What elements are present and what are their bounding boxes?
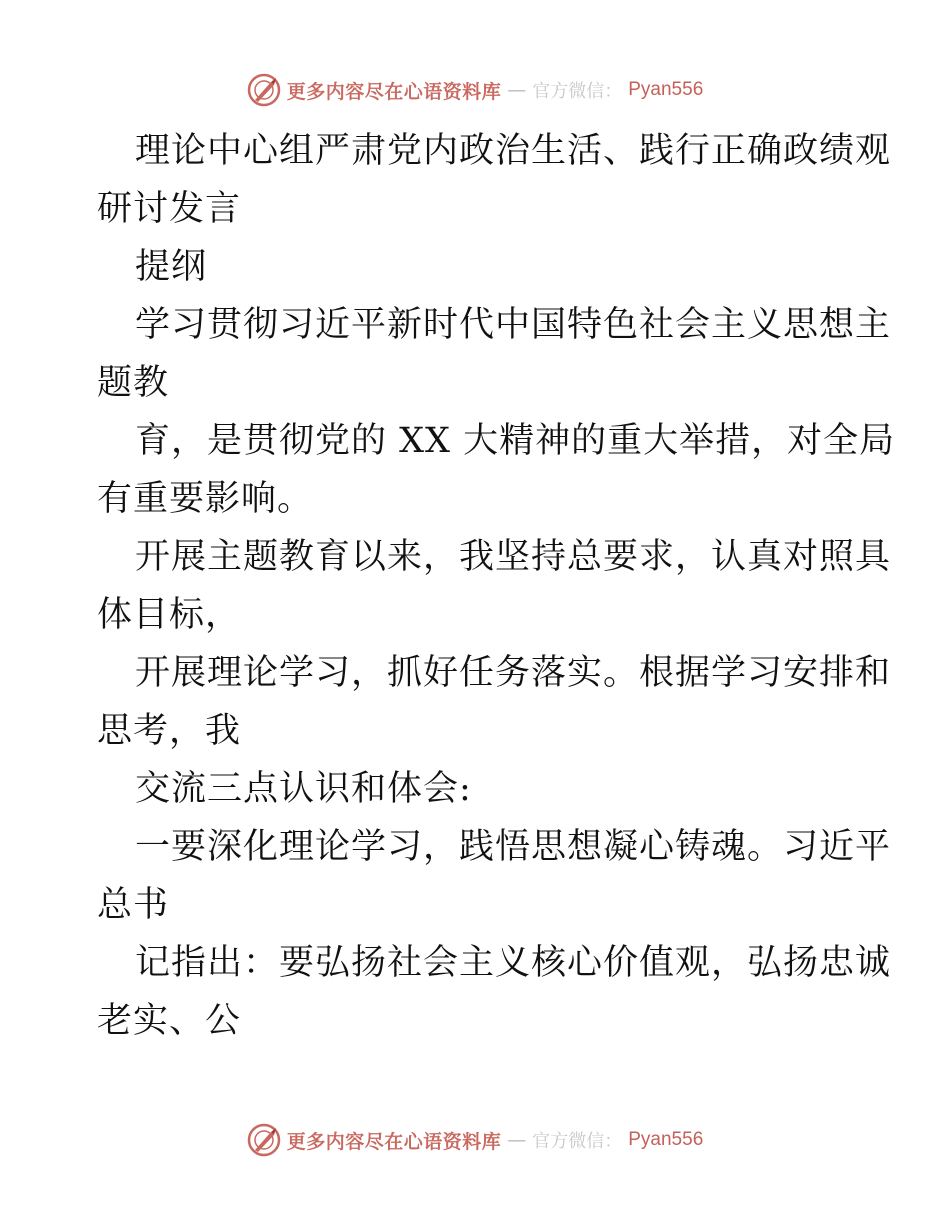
paragraph-line: 育，是贯彻党的 XX 大精神的重大举措，对全局	[135, 421, 896, 461]
paragraph-line: 思考，我	[97, 711, 242, 751]
watermark-dash: —	[507, 1129, 527, 1151]
paragraph-line: 开展理论学习，抓好任务落实。根据学习安排和	[135, 653, 892, 693]
paragraph-line: 提纲	[135, 247, 208, 287]
paragraph-line: 开展主题教育以来，我坚持总要求，认真对照具	[135, 537, 892, 577]
paragraph-line: 题教	[97, 363, 170, 403]
paragraph-line: 有重要影响。	[97, 479, 314, 519]
paragraph-line: 学习贯彻习近平新时代中国特色社会主义思想主	[135, 305, 892, 345]
watermark-brand: 更多内容尽在心语资料库	[286, 80, 502, 103]
paragraph-line: 理论中心组严肃党内政治生活、践行正确政绩观	[135, 131, 892, 171]
watermark-handle: Pyan556	[628, 79, 704, 100]
document-body	[97, 122, 896, 1050]
watermark-handle: Pyan556	[628, 1129, 704, 1150]
watermark-label: 官方微信：	[532, 1131, 623, 1152]
paragraph-line: 记指出：要弘扬社会主义核心价值观，弘扬忠诚	[135, 943, 892, 983]
watermark-dash: —	[507, 79, 527, 101]
footer-watermark	[0, 1120, 950, 1160]
paragraph-line: 老实、公	[97, 1001, 242, 1041]
paragraph-line: 一要深化理论学习，践悟思想凝心铸魂。习近平	[135, 827, 892, 867]
watermark-brand: 更多内容尽在心语资料库	[286, 1130, 502, 1153]
quill-logo-icon	[247, 73, 281, 107]
watermark-label: 官方微信：	[532, 81, 623, 102]
paragraph-line: 体目标，	[97, 595, 242, 635]
header-watermark	[0, 70, 950, 110]
paragraph-line: 研讨发言	[97, 189, 242, 229]
quill-logo-icon	[247, 1123, 281, 1157]
paragraph-line: 总书	[97, 885, 170, 925]
paragraph-line: 交流三点认识和体会:	[135, 769, 472, 809]
